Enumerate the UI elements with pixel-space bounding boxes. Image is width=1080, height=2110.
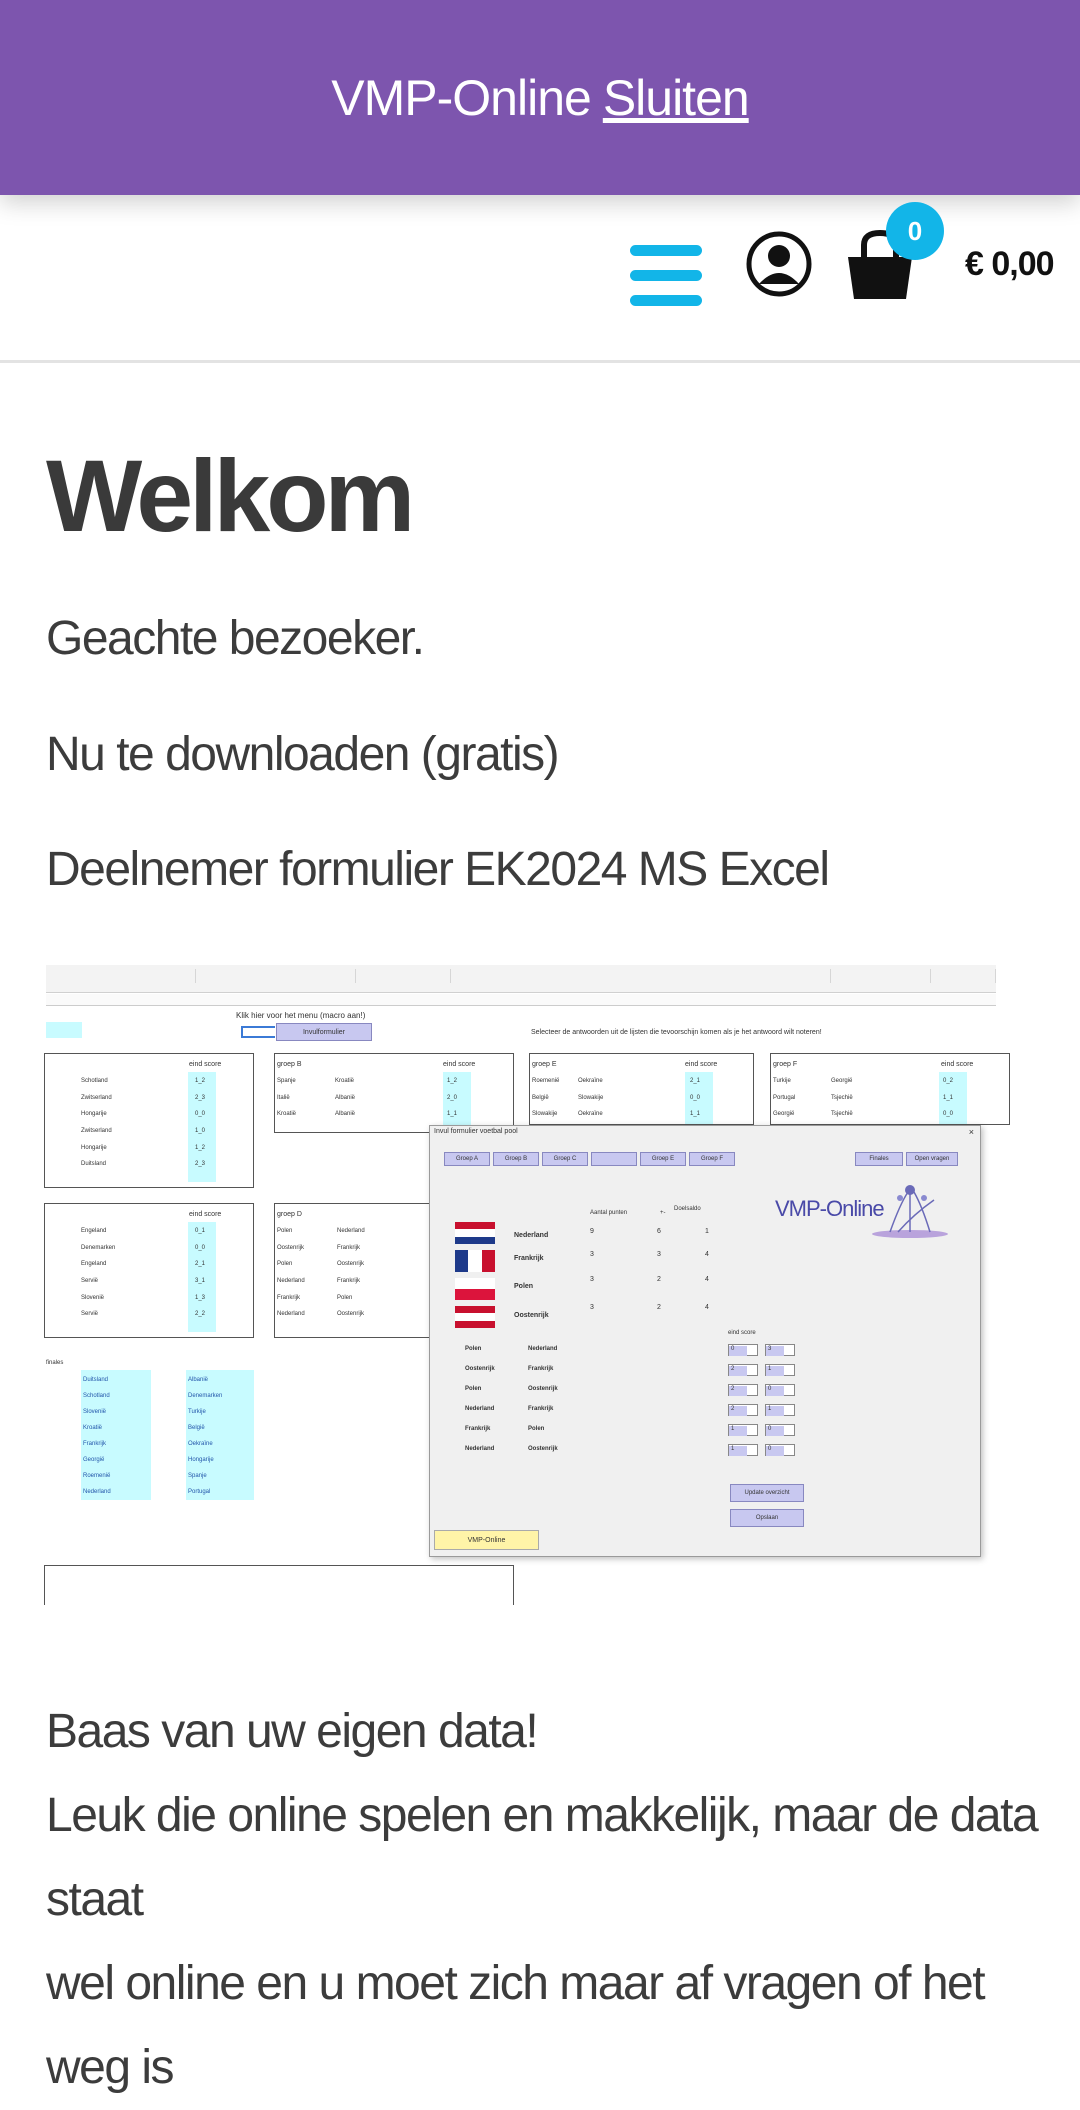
invulformulier-dialog: Invul formulier voetbal pool × Groep A Groep B Groep C Groep D Groep E Groep F Finales Open vragen Aantal punten +- Doelsaldo Nederland Frankrijk Polen Oostenrijk 9 3 3 3 6 3 2 2 1 4 4 4 VMP-Online eind score Polen Oostenrijk Polen Nederland Frankrijk Nederland Nederland Frankrijk Oostenrijk Frankrijk Polen Oostenrijk 0 3 2 1 2 0 2 1 1 0 1 0 Update overzicht Opslaan VMP-Online <box>429 1125 981 1557</box>
open-vragen-button[interactable]: Open vragen <box>906 1152 958 1166</box>
flag-nederland-icon <box>455 1222 495 1244</box>
account-icon[interactable] <box>745 230 813 298</box>
score-home-input[interactable]: 1 <box>728 1424 758 1436</box>
update-overzicht-button[interactable]: Update overzicht <box>730 1484 804 1502</box>
greeting-text: Geachte bezoeker. <box>46 612 424 666</box>
page-title: Welkom <box>46 439 412 553</box>
select-instruction: Selecteer de antwoorden uit de lijsten die tevoorschijn komen als je het antwoord wilt noteren! <box>531 1029 822 1036</box>
group-d-box: groep D Polen Oostenrijk Polen Nederland Frankrijk Nederland Nederland Frankrijk Oostenrijk Frankrijk Polen Oostenrijk <box>274 1203 474 1338</box>
vmp-logo-graphic-icon <box>870 1184 950 1239</box>
flag-frankrijk-icon <box>455 1250 495 1272</box>
dialog-title: Invul formulier voetbal pool <box>434 1128 518 1135</box>
score-away-input[interactable]: 0 <box>765 1444 795 1456</box>
score-away-input[interactable]: 0 <box>765 1424 795 1436</box>
score-home-input[interactable]: 1 <box>728 1444 758 1456</box>
dialog-close-icon[interactable]: × <box>968 1127 974 1137</box>
group-c-box: eind score Engeland Denemarken Engeland Servië Slovenië Servië 0_1 0_0 2_1 3_1 1_3 2_2 <box>44 1203 254 1338</box>
tab-groep-e[interactable]: Groep E <box>640 1152 686 1166</box>
download-text: Nu te downloaden (gratis) <box>46 727 559 781</box>
data-owner-heading: Baas van uw eigen data! <box>46 1705 538 1758</box>
cart-total[interactable]: € 0,00 <box>965 245 1054 283</box>
arrow-icon <box>241 1026 275 1038</box>
brand-text: VMP-Online <box>331 69 591 126</box>
cart-count-badge: 0 <box>886 202 944 260</box>
finales-label: finales <box>46 1360 64 1366</box>
tab-groep-c[interactable]: Groep C <box>542 1152 588 1166</box>
body-text-line: Leuk die online spelen en makkelijk, maar de data staat <box>46 1789 1038 1926</box>
excel-screenshot: Klik hier voor het menu (macro aan!) Invulformulier Selecteer de antwoorden uit de lijsten die tevoorschijn komen als je het antwoord wilt noteren! eind score Schotland Zwitserland Hongarije Zwitserland Hongarije Duitsland 1_2 2_3 0_0 1_0 1_2 2_3 groep B eind score Spanje Italië Kroatië Kroatië Albanië Albanië 1_2 2_0 1_1 groep E eind score Roemenië België Slowakije Oekraïne Slowakije Oekraïne 2_1 0_0 1_1 groep F eind score Turkije Portugal Georgië Georgië Tsjechië Tsjechië 0_2 1_1 0_0 eind score Engeland Denemarken Engeland Servië Slovenië Servië 0_1 0_0 2_1 3_1 1_3 2_2 groep D Polen Oostenrijk Polen Nederland Frankrijk Nederland Nederland Frankrijk Oostenrijk Frankrijk Polen Oostenrijk finales Duitsland Schotland Slovenië Kroatië Frankrijk Georgië Roemenië Nederland Albanië Denemarken Turkije België Oekraïne Hongarije Spanje Portugal Invul formulier voetbal pool × Groep A Groep B Groep C Groep D Groep E Groep F Finales Open vragen Aantal punten +- Doelsaldo Nederland Frankrijk Polen Oostenrijk 9 3 3 3 6 3 2 2 1 4 4 4 VMP-Online eind score Polen Oostenrijk Polen Nederland Frankrijk Nederland Nederland Frankrijk Oostenrijk Frankrijk Polen Oostenrijk 0 3 2 1 2 0 2 1 1 0 1 0 Update overzicht Opslaan VMP-Online <box>46 965 996 1587</box>
score-home-input[interactable]: 2 <box>728 1364 758 1376</box>
tab-groep-d[interactable]: Groep D <box>591 1152 637 1166</box>
score-home-input[interactable]: 2 <box>728 1384 758 1396</box>
excel-ribbon <box>46 965 996 993</box>
score-away-input[interactable]: 1 <box>765 1364 795 1376</box>
close-link[interactable]: Sluiten <box>602 69 749 126</box>
main-content <box>46 440 1036 899</box>
vmp-online-logo: VMP-Online <box>775 1196 884 1221</box>
menu-icon[interactable] <box>630 245 702 307</box>
score-away-input[interactable]: 1 <box>765 1404 795 1416</box>
opslaan-button[interactable]: Opslaan <box>730 1509 804 1527</box>
tab-groep-b[interactable]: Groep B <box>493 1152 539 1166</box>
formula-bar <box>46 994 996 1006</box>
score-home-input[interactable]: 0 <box>728 1344 758 1356</box>
group-a-box: eind score Schotland Zwitserland Hongarije Zwitserland Hongarije Duitsland 1_2 2_3 0_0 1_0 1_2 2_3 <box>44 1053 254 1188</box>
klik-text: Klik hier voor het menu (macro aan!) <box>236 1011 366 1020</box>
form-title-text: Deelnemer formulier EK2024 MS Excel <box>46 843 829 897</box>
flag-polen-icon <box>455 1278 495 1300</box>
vmp-footer-button[interactable]: VMP-Online <box>434 1530 539 1550</box>
tab-groep-f[interactable]: Groep F <box>689 1152 735 1166</box>
tab-groep-a[interactable]: Groep A <box>444 1152 490 1166</box>
bottom-text <box>46 1690 1046 2110</box>
score-home-input[interactable]: 2 <box>728 1404 758 1416</box>
group-b-box: groep B eind score Spanje Italië Kroatië Kroatië Albanië Albanië 1_2 2_0 1_1 <box>274 1053 514 1133</box>
top-banner <box>0 0 1080 195</box>
body-text-line: wel online en u moet zich maar af vragen of het weg is <box>46 1957 985 2094</box>
score-away-input[interactable]: 3 <box>765 1344 795 1356</box>
flag-oostenrijk-icon <box>455 1306 495 1328</box>
group-f-box: groep F eind score Turkije Portugal Georgië Georgië Tsjechië Tsjechië 0_2 1_1 0_0 <box>770 1053 1010 1125</box>
invulformulier-button[interactable]: Invulformulier <box>276 1023 372 1041</box>
group-e-box: groep E eind score Roemenië België Slowakije Oekraïne Slowakije Oekraïne 2_1 0_0 1_1 <box>529 1053 754 1125</box>
score-away-input[interactable]: 0 <box>765 1384 795 1396</box>
finales-button[interactable]: Finales <box>855 1152 903 1166</box>
